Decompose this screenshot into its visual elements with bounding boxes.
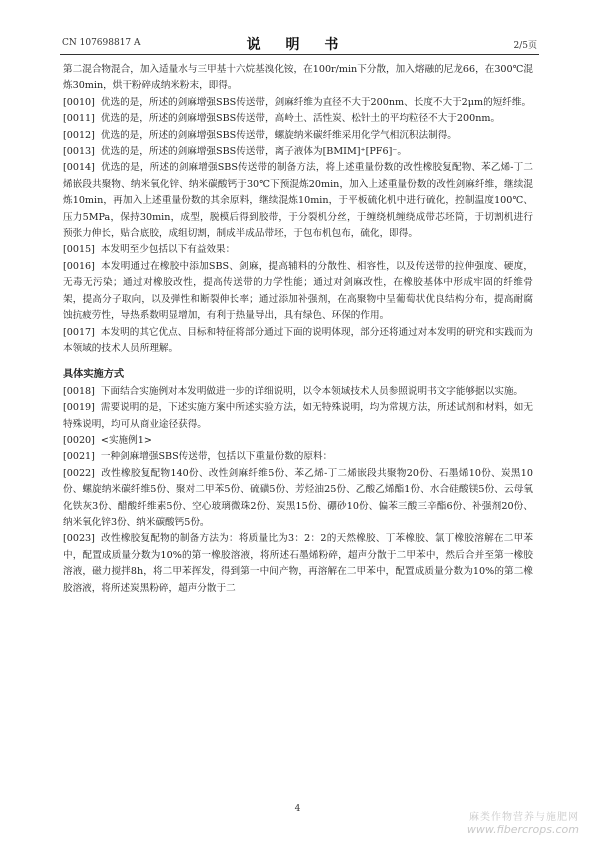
document-number: CN 107698817 A	[62, 38, 141, 48]
watermark	[467, 808, 579, 836]
paragraph-text: 改性橡胶复配物的制备方法为：将质量比为3：2：2的天然橡胶、丁苯橡胶、氯丁橡胶溶解在二甲苯中，配置成质量分数为10%的第一橡胶溶液，将所述石墨烯粉碎，超声分散于二甲苯中，然后合并至第一橡胶溶液，磁力搅拌8h，将二甲苯挥发，得到第一中间产物，再溶解在二甲苯中，配置成质量分数为10%的第二橡胶溶液，将所述炭黑粉碎，超声分散于二	[63, 533, 533, 594]
paragraph	[63, 242, 533, 258]
paragraph	[63, 95, 533, 111]
paragraph-number: [0019]	[63, 402, 95, 414]
paragraph-text: 优选的是，所述的剑麻增强SBS传送带的制备方法，将上述重量份数的改性橡胶复配物、苯乙烯-丁二烯嵌段共聚物、纳米氧化锌、纳米碳酸钙于30℃下预混炼20min，加入上述重量份数的改性剑麻纤维，继续混炼10min，再加入上述重量份数的其余原料，继续混炼10min，于平板硫化机中进行硫化，控制温度100℃、压力5MPa，保持30min，成型，脱模后得到胶带，于分裂机分丝，于缠绕机缠绕成带芯坯筒，于切割机进行预张力伸长，贴合底胶，成组切割，制成半成品带坯，于包布机包布，硫化，即得。	[63, 162, 533, 240]
paragraph-text: 本发明通过在橡胶中添加SBS、剑麻，提高辅料的分散性、相容性，以及传送带的拉伸强度、硬度，无毒无污染；通过对橡胶改性，提高传送带的力学性能；通过对剑麻改性，在橡胶基体中形成牢固的纤维骨架，提高分子取向，以及弹性和断裂伸长率；通过添加补强剂，在高聚物中呈葡萄状优良结构分布，提高耐腐蚀抗疲劳性，导热系数明显增加，有利于热量导出，具有绿色、环保的作用。	[63, 260, 533, 322]
paragraph-text: 本发明至少包括以下有益效果：	[100, 244, 236, 256]
paragraph-number: [0010]	[63, 96, 95, 108]
paragraph	[63, 531, 533, 597]
paragraph	[63, 259, 533, 325]
paragraph-number: [0017]	[63, 326, 95, 338]
paragraph	[63, 433, 533, 449]
paragraph-list	[63, 95, 533, 358]
intro-paragraph: 第二混合物混合，加入适量水与三甲基十六烷基溴化铵，在100r/min下分散，加入熔融的尼龙66，在300℃混炼30min，烘干粉碎成纳米粉末，即得。	[63, 64, 533, 92]
paragraph-number: [0020]	[63, 434, 95, 446]
paragraph	[63, 144, 533, 160]
paragraph	[63, 160, 533, 242]
paragraph-list	[63, 384, 533, 597]
paragraph-number: [0023]	[63, 533, 95, 545]
paragraph-text: 下面结合实施例对本发明做进一步的详细说明，以令本领域技术人员参照说明书文字能够据以实施。	[100, 385, 524, 397]
paragraph-text: 改性橡胶复配物140份、改性剑麻纤维5份、苯乙烯-丁二烯嵌段共聚物20份、石墨烯10份、炭黑10份、螺旋纳米碳纤维5份、聚对二甲苯5份、硫磺5份、芳烃油25份、乙酸乙烯酯1份、水合硅酸镁5份、云母氧化铁灰3份、醋酸纤维素5份、空心玻璃微珠2份、炭黑15份、硼砂10份、偏苯三酸三辛酯6份、补强剂20份、纳米氧化锌3份、纳米碳酸钙5份。	[63, 467, 533, 528]
paragraph-number: [0013]	[63, 146, 95, 158]
paragraph-number: [0012]	[63, 129, 95, 141]
document-body	[63, 62, 533, 597]
page-title: 说 明 书	[246, 37, 349, 53]
paragraph-number: [0021]	[63, 451, 95, 463]
page-number: 4	[294, 804, 301, 814]
paragraph-text: 优选的是，所述的剑麻增强SBS传送带，剑麻纤维为直径不大于200nm、长度不大于2μm的短纤维。	[100, 96, 532, 108]
paragraph-number: [0015]	[63, 244, 95, 256]
paragraph-text: 优选的是，所述的剑麻增强SBS传送带，离子液体为[BMIM]⁺[PF6]⁻。	[100, 146, 407, 158]
paragraph-number: [0016]	[63, 260, 95, 272]
paragraph-text: 本发明的其它优点、目标和特征将部分通过下面的说明体现，部分还将通过对本发明的研究和实践而为本领域的技术人员所理解。	[63, 326, 533, 354]
header-divider	[60, 54, 539, 55]
paragraph	[63, 449, 533, 465]
paragraph-text: 一种剑麻增强SBS传送带，包括以下重量份数的原料：	[100, 451, 333, 463]
watermark-url: www.fibercrops.com	[466, 823, 579, 836]
paragraph	[63, 325, 533, 358]
paragraph-number: [0014]	[63, 162, 95, 174]
paragraph-number: [0011]	[63, 113, 95, 125]
watermark-site-name: 麻类作物营养与施肥网	[469, 812, 579, 823]
paragraph	[63, 384, 533, 400]
paragraph-number: [0022]	[63, 467, 95, 479]
section-heading: 具体实施方式	[63, 369, 125, 381]
paragraph	[63, 466, 533, 532]
paragraph	[63, 128, 533, 144]
paragraph-text: 优选的是，所述的剑麻增强SBS传送带，螺旋纳米碳纤维采用化学气相沉积法制得。	[100, 129, 457, 141]
paragraph	[63, 111, 533, 127]
paragraph-text: 需要说明的是，下述实施方案中所述实验方法，如无特殊说明，均为常规方法，所述试剂和材料，如无特殊说明，均可从商业途径获得。	[63, 402, 533, 430]
paragraph	[63, 400, 533, 433]
page-counter: 2/5页	[513, 41, 537, 51]
paragraph-number: [0018]	[63, 385, 95, 397]
paragraph-text: 优选的是，所述的剑麻增强SBS传送带，高岭土、活性炭、松针土的平均粒径不大于200nm。	[100, 113, 501, 125]
paragraph-text: <实施例1>	[100, 434, 152, 446]
